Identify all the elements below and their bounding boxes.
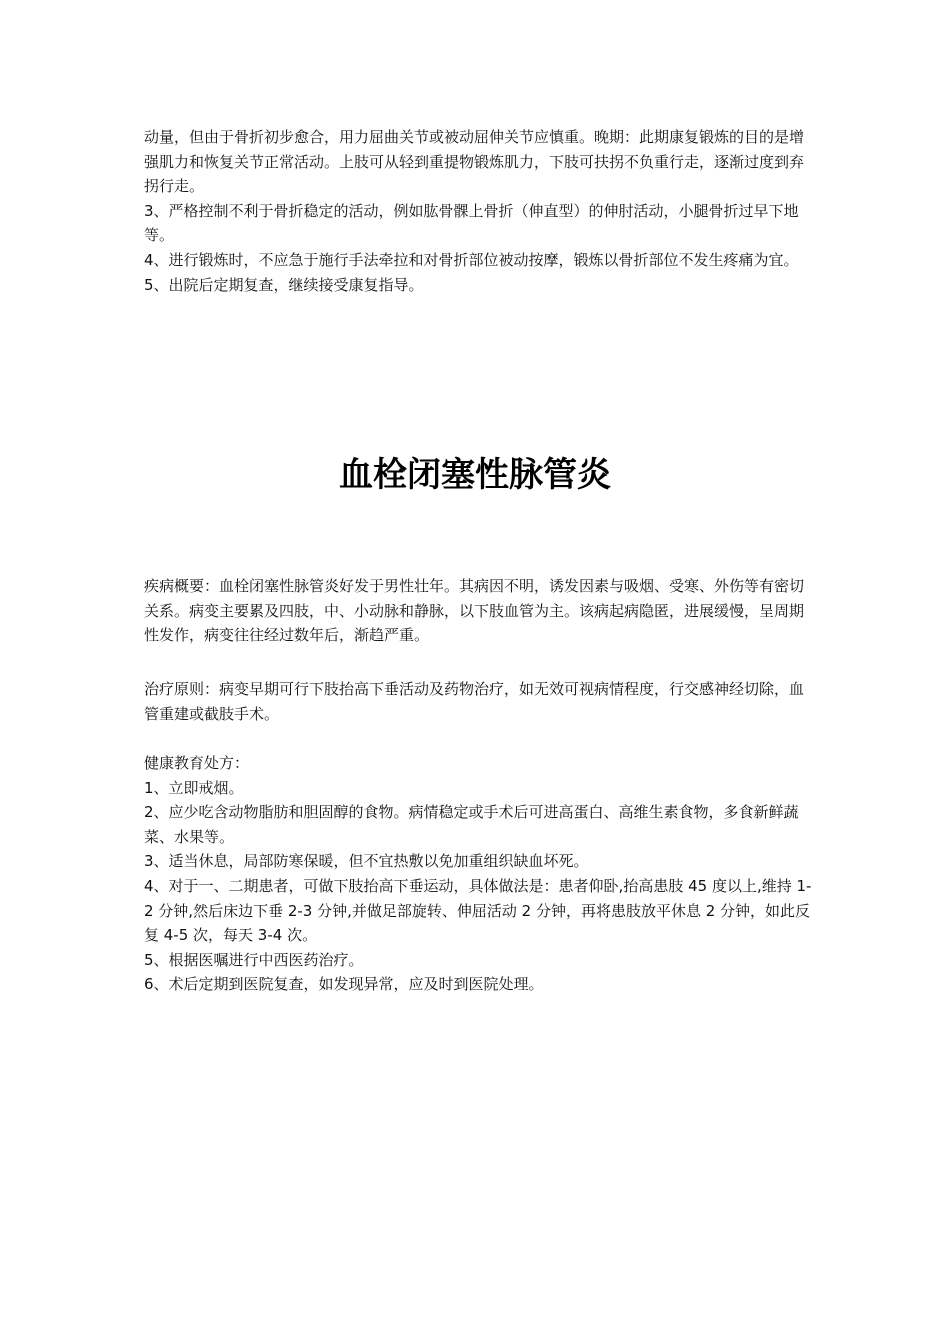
- education-item-2: 2、应少吃含动物脂肪和胆固醇的食物。病情稳定或手术后可进高蛋白、高维生素食物，多食新鲜蔬菜、水果等。: [144, 803, 799, 846]
- continuation-item-4: 4、进行锻炼时，不应急于施行手法牵拉和对骨折部位被动按摩，锻炼以骨折部位不发生疼痛为宜。: [144, 250, 799, 269]
- education-item-3: 3、适当休息，局部防寒保暖，但不宜热敷以免加重组织缺血坏死。: [144, 852, 589, 871]
- continuation-paragraph: 动量，但由于骨折初步愈合，用力屈曲关节或被动屈伸关节应慎重。晚期：此期康复锻炼的目的是增强肌力和恢复关节正常活动。上肢可从轻到重提物锻炼肌力，下肢可扶拐不负重行走，逐渐过度到弃拐行走。: [144, 128, 805, 196]
- health-education: [144, 751, 812, 997]
- continuation-item-5: 5、出院后定期复查，继续接受康复指导。: [144, 275, 424, 294]
- treatment-principle: [144, 677, 812, 726]
- disease-overview: [144, 574, 812, 648]
- education-heading: 健康教育处方：: [144, 754, 250, 772]
- continuation-section: [144, 125, 812, 297]
- overview-paragraph: 疾病概要：血栓闭塞性脉管炎好发于男性壮年。其病因不明，诱发因素与吸烟、受寒、外伤等有密切关系。病变主要累及四肢，中、小动脉和静脉，以下肢血管为主。该病起病隐匿，进展缓慢，呈周期性发作，病变往往经过数年后，渐趋严重。: [144, 577, 805, 645]
- education-item-6: 6、术后定期到医院复查，如发现异常，应及时到医院处理。: [144, 975, 544, 994]
- education-item-4: 4、对于一、二期患者，可做下肢抬高下垂运动，具体做法是：患者仰卧,抬高患肢 45 度以上,维持 1-2 分钟,然后床边下垂 2-3 分钟,并做足部旋转、伸屈活动 2 分钟，再将患肢放平休息 2 分钟，如此反复 4-5 次，每天 3-4 次。: [144, 876, 812, 945]
- education-item-1: 1、立即戒烟。: [144, 778, 244, 797]
- continuation-item-3: 3、严格控制不利于骨折稳定的活动，例如肱骨髁上骨折（伸直型）的伸肘活动，小腿骨折过早下地等。: [144, 201, 799, 245]
- principle-paragraph: 治疗原则：病变早期可行下肢抬高下垂活动及药物治疗，如无效可视病情程度，行交感神经切除，血管重建或截肢手术。: [144, 680, 805, 723]
- education-item-5: 5、根据医嘱进行中西医药治疗。: [144, 950, 364, 969]
- page-title: 血栓闭塞性脉管炎: [339, 455, 611, 495]
